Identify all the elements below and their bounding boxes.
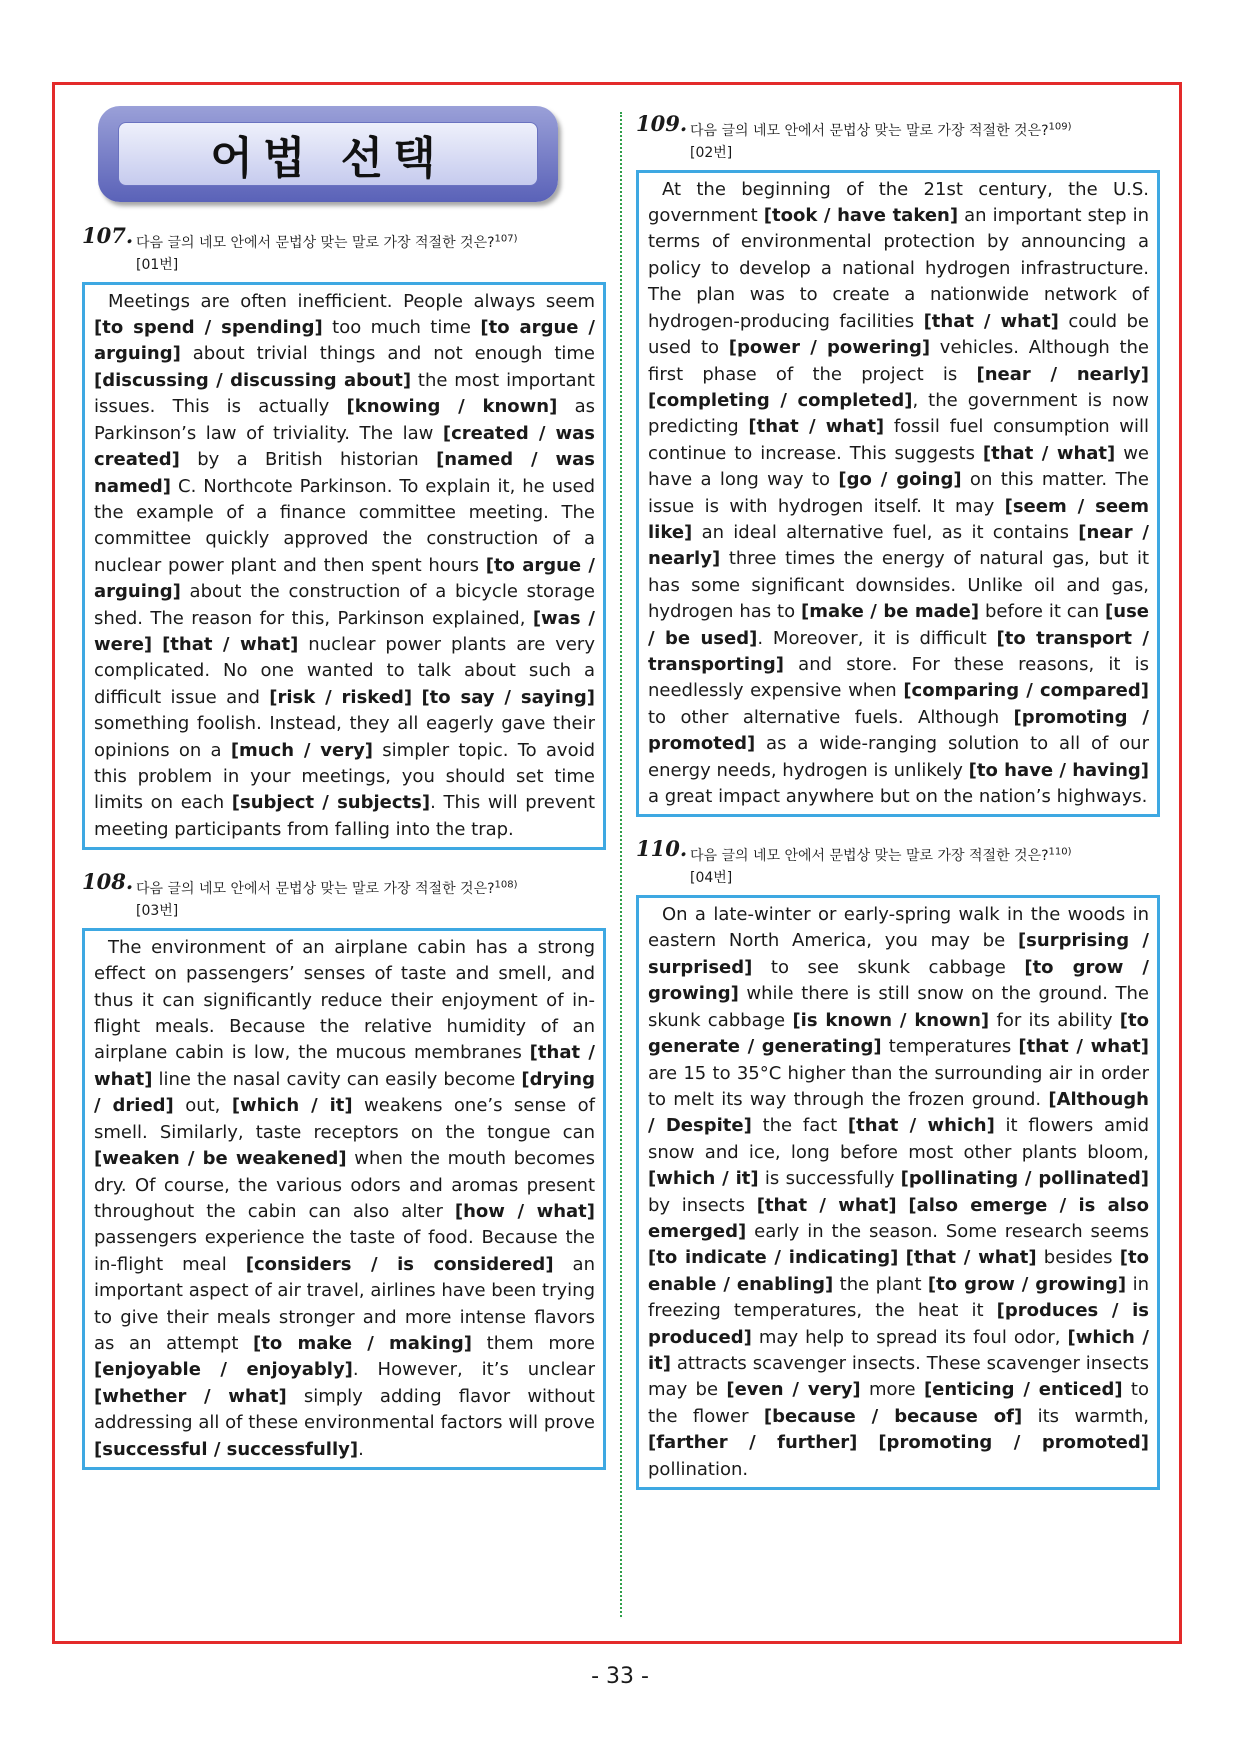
question-number: 110. bbox=[636, 836, 688, 862]
passage-text: to other alternative fuels. Although bbox=[648, 706, 1014, 728]
grammar-choice: [produces / is produced] bbox=[648, 1300, 1149, 1348]
question-prompt bbox=[690, 123, 1072, 161]
passage-text: its warmth, bbox=[1022, 1405, 1149, 1427]
grammar-choice: [discussing / discussing about] bbox=[94, 369, 412, 391]
grammar-choice: [that / what] bbox=[748, 416, 885, 438]
passage-text: for its ability bbox=[989, 1009, 1120, 1031]
left-column bbox=[82, 106, 606, 1494]
passage-text: while there is still snow on the ground. The skunk cabbage bbox=[648, 983, 1149, 1031]
grammar-choice: [farther / further] bbox=[648, 1432, 858, 1454]
question-prompt bbox=[690, 848, 1072, 886]
passage-text: it flowers amid snow and ice, long before most other plants bloom, bbox=[648, 1115, 1149, 1163]
grammar-choice: [created / was created] bbox=[94, 422, 595, 471]
grammar-choice: [took / have taken] bbox=[763, 205, 959, 227]
passage-text: simply adding flavor without addressing all of these environmental factors will prove bbox=[94, 1385, 595, 1434]
passage-text: At the beginning of the 21st century, the U.S. government bbox=[648, 178, 1149, 227]
passage-text: Meetings are often inefficient. People always seem bbox=[108, 290, 595, 312]
grammar-choice: [to spend / spending] bbox=[94, 317, 323, 339]
passage-box bbox=[636, 170, 1160, 818]
passage-text: and store. For these reasons, it is needlessly expensive when bbox=[648, 653, 1149, 702]
passage-text: three times the energy of natural gas, but it has some significant downsides. Unlike oil and gas, hydrogen has to bbox=[648, 548, 1149, 623]
passage-text: . This will prevent meeting participants from falling into the trap. bbox=[94, 792, 596, 840]
grammar-choice: [comparing / compared] bbox=[903, 680, 1149, 702]
question-block bbox=[82, 869, 606, 1470]
passage-text: is successfully bbox=[758, 1168, 901, 1190]
grammar-choice: [to make / making] bbox=[253, 1332, 472, 1354]
grammar-choice: [whether / what] bbox=[94, 1385, 287, 1407]
left-questions bbox=[82, 223, 606, 1470]
question-block bbox=[82, 223, 606, 850]
passage-text: are 15 to 35°C higher than the surrounding air in order to melt its way through the frozen ground. bbox=[648, 1062, 1149, 1110]
passage-text bbox=[898, 1247, 905, 1268]
grammar-choice: [also emerge / is also emerged] bbox=[648, 1194, 1149, 1242]
passage-text: as a wide-ranging solution to all of our energy needs, hydrogen is unlikely bbox=[648, 733, 1149, 781]
grammar-choice: [considers / is considered] bbox=[245, 1253, 554, 1275]
question-footnote-ref: 107) bbox=[494, 233, 518, 244]
passage-box bbox=[82, 282, 606, 851]
passage-text: line the nasal cavity can easily become bbox=[152, 1068, 522, 1090]
passage-text: by a British historian bbox=[179, 449, 437, 471]
grammar-choice: [surprising / surprised] bbox=[648, 930, 1149, 978]
passage-text: The environment of an airplane cabin has a strong effect on passengers’ senses of taste and smell, and thus it can significantly reduce their enjoyment of in-flight meals. Because the relative humidity of an airplane cabin is low, the mucous membranes bbox=[94, 936, 595, 1064]
grammar-choice: [drying / dried] bbox=[94, 1068, 595, 1117]
question-footnote-ref: 108) bbox=[494, 879, 518, 891]
passage-text: an important step in terms of environmental protection by announcing a policy to develop a national hydrogen infrastructure. The plan was to create a nationwide network of hydrogen-producing facilities bbox=[648, 205, 1149, 332]
grammar-choice: [pollinating / pollinated] bbox=[900, 1168, 1149, 1190]
passage-text: about trivial things and not enough time bbox=[180, 343, 595, 365]
passage-text: vehicles. Although the first phase of the project is bbox=[648, 337, 1149, 385]
passage-text: may help to spread its foul odor, bbox=[751, 1326, 1068, 1348]
grammar-choice: [that / what] bbox=[905, 1247, 1037, 1269]
grammar-choice: [promoting / promoted] bbox=[648, 706, 1149, 755]
question-number: 109. bbox=[636, 111, 688, 136]
passage-text: . Moreover, it is difficult bbox=[757, 627, 997, 649]
passage-text: could be used to bbox=[648, 310, 1150, 359]
grammar-choice: [go / going] bbox=[838, 469, 962, 491]
question-block bbox=[636, 836, 1160, 1490]
passage-text: them more bbox=[471, 1332, 595, 1354]
grammar-choice: [how / what] bbox=[454, 1200, 595, 1222]
passage-text: . bbox=[358, 1438, 364, 1460]
section-banner-inner bbox=[118, 122, 538, 186]
passage-text: temperatures bbox=[881, 1036, 1019, 1058]
passage-text: attracts scavenger insects. These scavenger insects may be bbox=[648, 1352, 1149, 1401]
passage-box bbox=[636, 895, 1160, 1490]
question-number: 107. bbox=[82, 223, 134, 248]
question-header bbox=[82, 223, 606, 276]
question-header bbox=[636, 111, 1160, 164]
grammar-choice: [that / what] bbox=[1018, 1036, 1149, 1058]
grammar-choice: [to generate / generating] bbox=[648, 1009, 1149, 1058]
passage-text: to see skunk cabbage bbox=[752, 956, 1025, 978]
passage-text: a great impact anywhere but on the nation’s highways. bbox=[648, 786, 1148, 807]
question-tag: [04번] bbox=[690, 870, 733, 887]
passage-text bbox=[152, 634, 162, 655]
passage-text: as Parkinson’s law of triviality. The law bbox=[94, 396, 595, 444]
grammar-choice: [completing / completed] bbox=[648, 389, 913, 411]
grammar-choice: [near / nearly] bbox=[648, 521, 1149, 570]
passage-text: before it can bbox=[979, 601, 1106, 623]
question-number: 108. bbox=[82, 869, 134, 895]
passage-box bbox=[82, 928, 606, 1470]
section-title: 어법 선택 bbox=[210, 133, 446, 184]
grammar-choice: [Although / Despite] bbox=[648, 1088, 1149, 1137]
passage-text bbox=[897, 1195, 909, 1216]
grammar-choice: [make / be made] bbox=[801, 601, 980, 623]
question-prompt-text: 다음 글의 네모 안에서 문법상 맞는 말로 가장 적절한 것은? bbox=[136, 234, 495, 251]
passage-text: by insects bbox=[648, 1194, 757, 1216]
grammar-choice: [much / very] bbox=[230, 739, 374, 761]
grammar-choice: [that / what] bbox=[162, 633, 299, 655]
passage-text: , the government is now predicting bbox=[648, 389, 1150, 438]
right-questions bbox=[636, 111, 1160, 1490]
grammar-choice: [to indicate / indicating] bbox=[648, 1247, 899, 1269]
passage-text: more bbox=[860, 1379, 924, 1401]
passage-text: about the construction of a bicycle storage shed. The reason for this, Parkinson explained, bbox=[94, 581, 595, 629]
grammar-choice: [named / was named] bbox=[94, 449, 595, 497]
question-tag: [03번] bbox=[136, 902, 179, 919]
question-header bbox=[82, 869, 606, 922]
passage-text: nuclear power plants are very complicated. No one wanted to talk about such a difficult issue and bbox=[94, 633, 595, 708]
passage-text: the fact bbox=[751, 1115, 848, 1137]
grammar-choice: [which / it] bbox=[648, 1168, 759, 1190]
question-prompt-text: 다음 글의 네모 안에서 문법상 맞는 말로 가장 적절한 것은? bbox=[690, 122, 1049, 139]
grammar-choice: [near / nearly] bbox=[976, 363, 1149, 385]
passage-text: the plant bbox=[833, 1273, 928, 1295]
grammar-choice: [enticing / enticed] bbox=[923, 1379, 1123, 1401]
passage-text: to the flower bbox=[648, 1379, 1150, 1427]
passage-text: an important aspect of air travel, airlines have been trying to give their meals stronger and more intense flavors as an attempt bbox=[94, 1253, 595, 1354]
grammar-choice: [successful / successfully] bbox=[94, 1438, 359, 1460]
passage-text: besides bbox=[1036, 1247, 1120, 1269]
grammar-choice: [which / it] bbox=[231, 1095, 353, 1117]
right-column bbox=[636, 111, 1160, 1514]
grammar-choice: [to grow / growing] bbox=[927, 1273, 1127, 1295]
question-prompt-text: 다음 글의 네모 안에서 문법상 맞는 말로 가장 적절한 것은? bbox=[690, 848, 1049, 865]
passage-text: out, bbox=[173, 1095, 232, 1117]
grammar-choice: [that / which] bbox=[847, 1115, 995, 1137]
passage-text: pollination. bbox=[648, 1458, 749, 1480]
grammar-choice: [to transport / transporting] bbox=[648, 627, 1149, 675]
grammar-choice: [is known / known] bbox=[792, 1009, 990, 1031]
passage-text: we have a long way to bbox=[648, 442, 1149, 491]
grammar-choice: [because / because of] bbox=[763, 1405, 1023, 1427]
passage-text: too much time bbox=[322, 317, 481, 339]
grammar-choice: [even / very] bbox=[726, 1379, 861, 1401]
grammar-choice: [enjoyable / enjoyably] bbox=[94, 1359, 353, 1381]
grammar-choice: [to have / having] bbox=[968, 759, 1149, 781]
grammar-choice: [weaken / be weakened] bbox=[94, 1148, 347, 1170]
grammar-choice: [promoting / promoted] bbox=[878, 1432, 1149, 1454]
passage-text: something foolish. Instead, they all eagerly gave their opinions on a bbox=[94, 713, 595, 761]
grammar-choice: [subject / subjects] bbox=[231, 792, 431, 814]
passage-text: an ideal alternative fuel, as it contains bbox=[692, 521, 1079, 543]
passage-text: C. Northcote Parkinson. To explain it, he used the example of a finance committee meeting. The committee quickly approved the construction of a nuclear power plant and then spent hours bbox=[94, 475, 595, 576]
passage-text bbox=[857, 1432, 878, 1453]
question-block bbox=[636, 111, 1160, 817]
passage-text: when the mouth becomes dry. Of course, the various odors and aromas present throughout the cabin can also alter bbox=[94, 1148, 596, 1222]
passage-text: . However, it’s unclear bbox=[352, 1359, 595, 1381]
page-number: - 33 - bbox=[591, 1664, 649, 1689]
column-divider bbox=[620, 112, 622, 1617]
grammar-choice: [to argue / arguing] bbox=[94, 554, 595, 603]
passage-text: simpler topic. To avoid this problem in your meetings, you should set time limits on each bbox=[94, 739, 596, 814]
grammar-choice: [use / be used] bbox=[648, 601, 1149, 649]
grammar-choice: [that / what] bbox=[982, 442, 1116, 464]
grammar-choice: [knowing / known] bbox=[346, 396, 558, 418]
grammar-choice: [that / what] bbox=[923, 310, 1059, 332]
passage-text: fossil fuel consumption will continue to increase. This suggests bbox=[648, 416, 1149, 464]
grammar-choice: [was / were] bbox=[94, 607, 596, 655]
question-header bbox=[636, 836, 1160, 889]
passage-text: On a late-winter or early-spring walk in the woods in eastern North America, you may be bbox=[648, 904, 1149, 952]
grammar-choice: [power / powering] bbox=[728, 337, 931, 359]
question-footnote-ref: 109) bbox=[1048, 121, 1072, 132]
passage-text: early in the season. Some research seems bbox=[746, 1220, 1149, 1242]
question-tag: [01번] bbox=[136, 256, 179, 273]
grammar-choice: [to argue / arguing] bbox=[94, 317, 595, 365]
question-prompt bbox=[136, 881, 518, 919]
question-footnote-ref: 110) bbox=[1048, 846, 1072, 858]
question-prompt bbox=[136, 235, 518, 273]
passage-text: passengers experience the taste of food. Because the in-flight meal bbox=[94, 1227, 595, 1275]
question-tag: [02번] bbox=[690, 144, 733, 161]
grammar-choice: [that / what] bbox=[94, 1042, 595, 1090]
grammar-choice: [to enable / enabling] bbox=[648, 1247, 1149, 1295]
passage-text: the most important issues. This is actually bbox=[94, 369, 595, 418]
grammar-choice: [which / it] bbox=[648, 1326, 1150, 1374]
grammar-choice: [seem / seem like] bbox=[648, 495, 1149, 543]
question-prompt-text: 다음 글의 네모 안에서 문법상 맞는 말로 가장 적절한 것은? bbox=[136, 880, 495, 897]
grammar-choice: [to grow / growing] bbox=[648, 956, 1149, 1005]
passage-text: weakens one’s sense of smell. Similarly, taste receptors on the tongue can bbox=[94, 1095, 595, 1143]
passage-text: on this matter. The issue is with hydrogen itself. It may bbox=[648, 469, 1149, 517]
grammar-choice: [to say / saying] bbox=[421, 686, 595, 708]
section-banner bbox=[98, 106, 558, 202]
grammar-choice: [that / what] bbox=[756, 1194, 897, 1216]
grammar-choice: [risk / risked] bbox=[269, 686, 413, 708]
passage-text: in freezing temperatures, the heat it bbox=[648, 1273, 1149, 1322]
